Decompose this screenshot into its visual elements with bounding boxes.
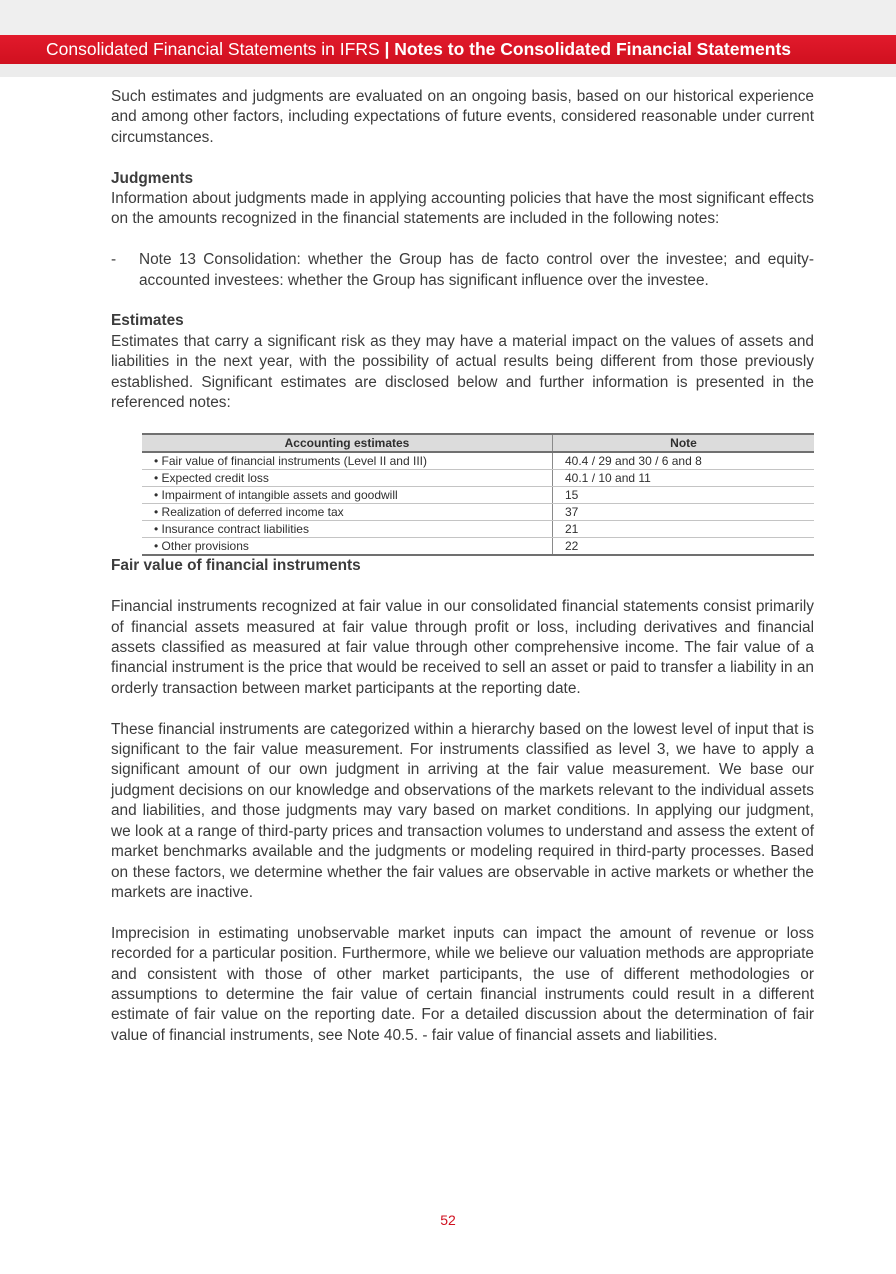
header-separator: | — [384, 39, 390, 59]
note-cell: 22 — [553, 538, 815, 556]
top-margin — [0, 0, 896, 35]
page-header — [0, 35, 896, 64]
list-item — [111, 250, 814, 291]
judgments-paragraph: Information about judgments made in applying accounting policies that have the most significant effects on the amounts recognized in the financial statements are included in the following notes: — [111, 190, 814, 228]
table-row — [142, 538, 814, 556]
intro-paragraph: Such estimates and judgments are evaluated on an ongoing basis, based on our historical experience and among other factors, including expectations of future events, considered reasonable under current circumstances. — [111, 88, 814, 146]
table-row — [142, 452, 814, 470]
table-row — [142, 521, 814, 538]
estimates-table-container — [142, 433, 814, 556]
table-row — [142, 487, 814, 504]
header-chapter-title: Notes to the Consolidated Financial Statements — [394, 39, 792, 59]
note-cell: 40.4 / 29 and 30 / 6 and 8 — [553, 452, 815, 470]
bullet-marker: - — [111, 251, 117, 269]
estimate-cell: • Expected credit loss — [142, 470, 553, 487]
estimates-heading: Estimates — [111, 312, 184, 330]
estimate-cell: • Fair value of financial instruments (Level II and III) — [142, 452, 553, 470]
estimate-cell: • Insurance contract liabilities — [142, 521, 553, 538]
judgments-bullet-text: Note 13 Consolidation: whether the Group has de facto control over the investee; and equity-accounted investees: whether the Group has significant influence over the investee. — [139, 251, 814, 289]
judgments-heading: Judgments — [111, 169, 194, 187]
column-header-accounting-estimates: Accounting estimates — [142, 434, 553, 452]
table-header-row — [142, 434, 814, 452]
note-cell: 15 — [553, 487, 815, 504]
note-cell: 40.1 / 10 and 11 — [553, 470, 815, 487]
document-body — [111, 87, 814, 1046]
estimate-cell: • Realization of deferred income tax — [142, 504, 553, 521]
fair-value-paragraph-2: These financial instruments are categorized within a hierarchy based on the lowest level of input that is significant to the fair value measurement. For instruments classified as level 3, we have to apply a significant amount of our own judgment in arriving at the fair value measurement. We base our judgment decisions on our knowledge and observations of the markets relevant to the individual assets and liabilities, and those judgments may vary based on market conditions. In applying our judgment, we look at a range of third-party prices and transaction volumes to understand and assess the extent of market benchmarks available and the judgments or modeling required in third-party processes. Based on these factors, we determine whether the fair values are observable in active markets or whether the markets are inactive. — [111, 720, 814, 901]
estimate-cell: • Other provisions — [142, 538, 553, 556]
page-number: 52 — [440, 1212, 456, 1228]
fair-value-paragraph-1: Financial instruments recognized at fair value in our consolidated financial statements consist primarily of financial assets measured at fair value through profit or loss, including derivatives and financial assets classified as measured at fair value through other comprehensive income. The fair value of a financial instrument is the price that would be received to sell an asset or paid to transfer a liability in an orderly transaction between market participants at the reporting date. — [111, 598, 814, 697]
header-shadow — [0, 64, 896, 77]
fair-value-heading: Fair value of financial instruments — [111, 557, 361, 575]
note-cell: 21 — [553, 521, 815, 538]
note-cell: 37 — [553, 504, 815, 521]
table-row — [142, 470, 814, 487]
accounting-estimates-table — [142, 433, 814, 556]
fair-value-paragraph-3: Imprecision in estimating unobservable market inputs can impact the amount of revenue or loss recorded for a particular position. Furthermore, while we believe our valuation methods are appropriate and consistent with those of other market participants, the use of different methodologies or assumptions to determine the fair value of certain financial instruments could result in a different estimate of fair value on the reporting date. For a detailed discussion about the determination of fair value of financial instruments, see Note 40.5. - fair value of financial assets and liabilities. — [111, 924, 814, 1044]
table-row — [142, 504, 814, 521]
header-section-title: Consolidated Financial Statements in IFRS — [46, 39, 380, 59]
estimate-cell: • Impairment of intangible assets and goodwill — [142, 487, 553, 504]
column-header-note: Note — [553, 434, 815, 452]
estimates-paragraph: Estimates that carry a significant risk as they may have a material impact on the values of assets and liabilities in the next year, with the possibility of actual results being different from those previously established. Significant estimates are disclosed below and further information is presented in the referenced notes: — [111, 332, 814, 412]
